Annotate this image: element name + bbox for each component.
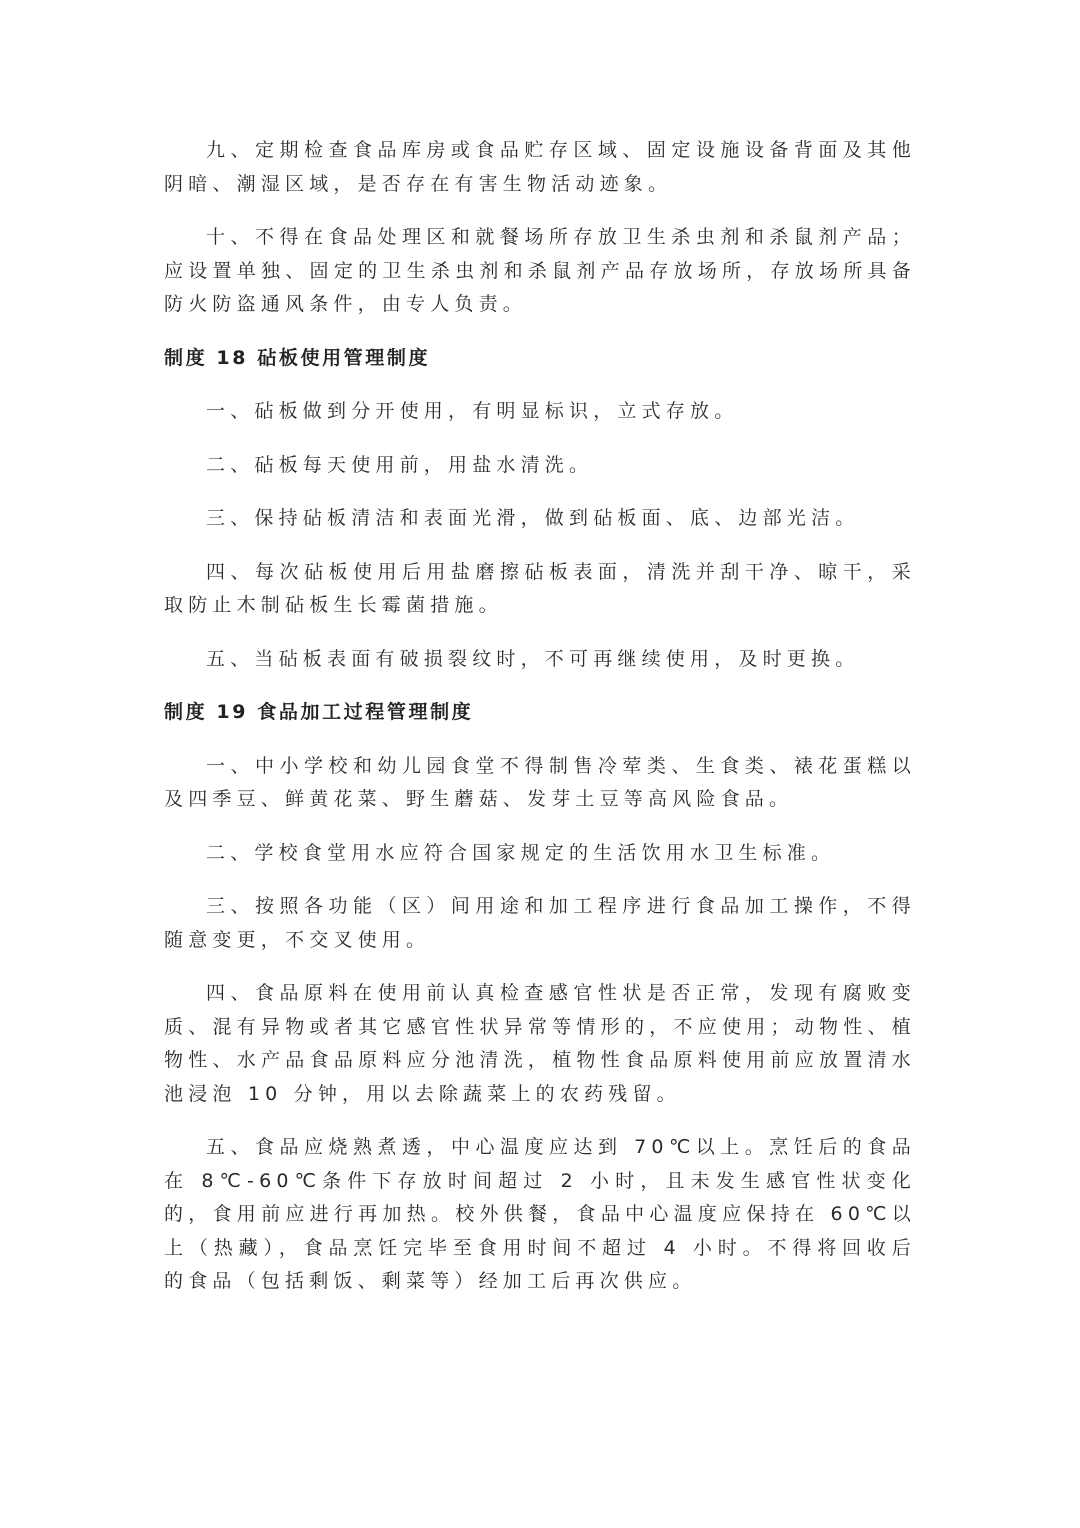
section-18-title: 制度 18 砧板使用管理制度 [164,346,431,369]
section-19-item-5: 五、食品应烧熟煮透，中心温度应达到 70℃以上。烹饪后的食品在 8℃-60℃条件下存放时间超过 2 小时，且未发生感官性状变化的，食用前应进行再加热。校外供餐，食品中心温度应保持在 60℃以上（热藏），食品烹饪完毕至食用时间不超过 4 小时。不得将回收后的食品（包括剩饭、剩菜等）经加工后再次供应。 [164,1136,916,1292]
paragraph-item-9: 九、定期检查食品库房或食品贮存区域、固定设施设备背面及其他阴暗、潮湿区域，是否存在有害生物活动迹象。 [164,139,916,195]
section-18-item-5: 五、当砧板表面有破损裂纹时，不可再继续使用，及时更换。 [206,647,860,670]
section-19-item-3: 三、按照各功能（区）间用途和加工程序进行食品加工操作，不得随意变更，不交叉使用。 [164,895,916,951]
section-19-title: 制度 19 食品加工过程管理制度 [164,701,474,723]
section-18-item-3: 三、保持砧板清洁和表面光滑，做到砧板面、底、边部光洁。 [206,507,860,529]
section-18-item-4: 四、每次砧板使用后用盐磨擦砧板表面，清洗并刮干净、晾干，采取防止木制砧板生长霉菌措施。 [164,560,916,616]
section-18-item-1: 一、砧板做到分开使用，有明显标识，立式存放。 [206,400,739,422]
section-19-item-4: 四、食品原料在使用前认真检查感官性状是否正常，发现有腐败变质、混有异物或者其它感官性状异常等情形的，不应使用；动物性、植物性、水产品食品原料应分池清洗，植物性食品原料使用前应放置清水池浸泡 10 分钟，用以去除蔬菜上的农药残留。 [164,982,916,1105]
section-19-item-1: 一、中小学校和幼儿园食堂不得制售冷荤类、生食类、裱花蛋糕以及四季豆、鲜黄花菜、野生蘑菇、发芽土豆等高风险食品。 [164,754,916,810]
document-page [164,134,916,1319]
section-19-item-2: 二、学校食堂用水应符合国家规定的生活饮用水卫生标准。 [206,841,836,864]
section-18-item-2: 二、砧板每天使用前，用盐水清洗。 [206,453,594,476]
paragraph-item-10: 十、不得在食品处理区和就餐场所存放卫生杀虫剂和杀鼠剂产品；应设置单独、固定的卫生杀虫剂和杀鼠剂产品存放场所，存放场所具备防火防盗通风条件，由专人负责。 [164,226,916,315]
